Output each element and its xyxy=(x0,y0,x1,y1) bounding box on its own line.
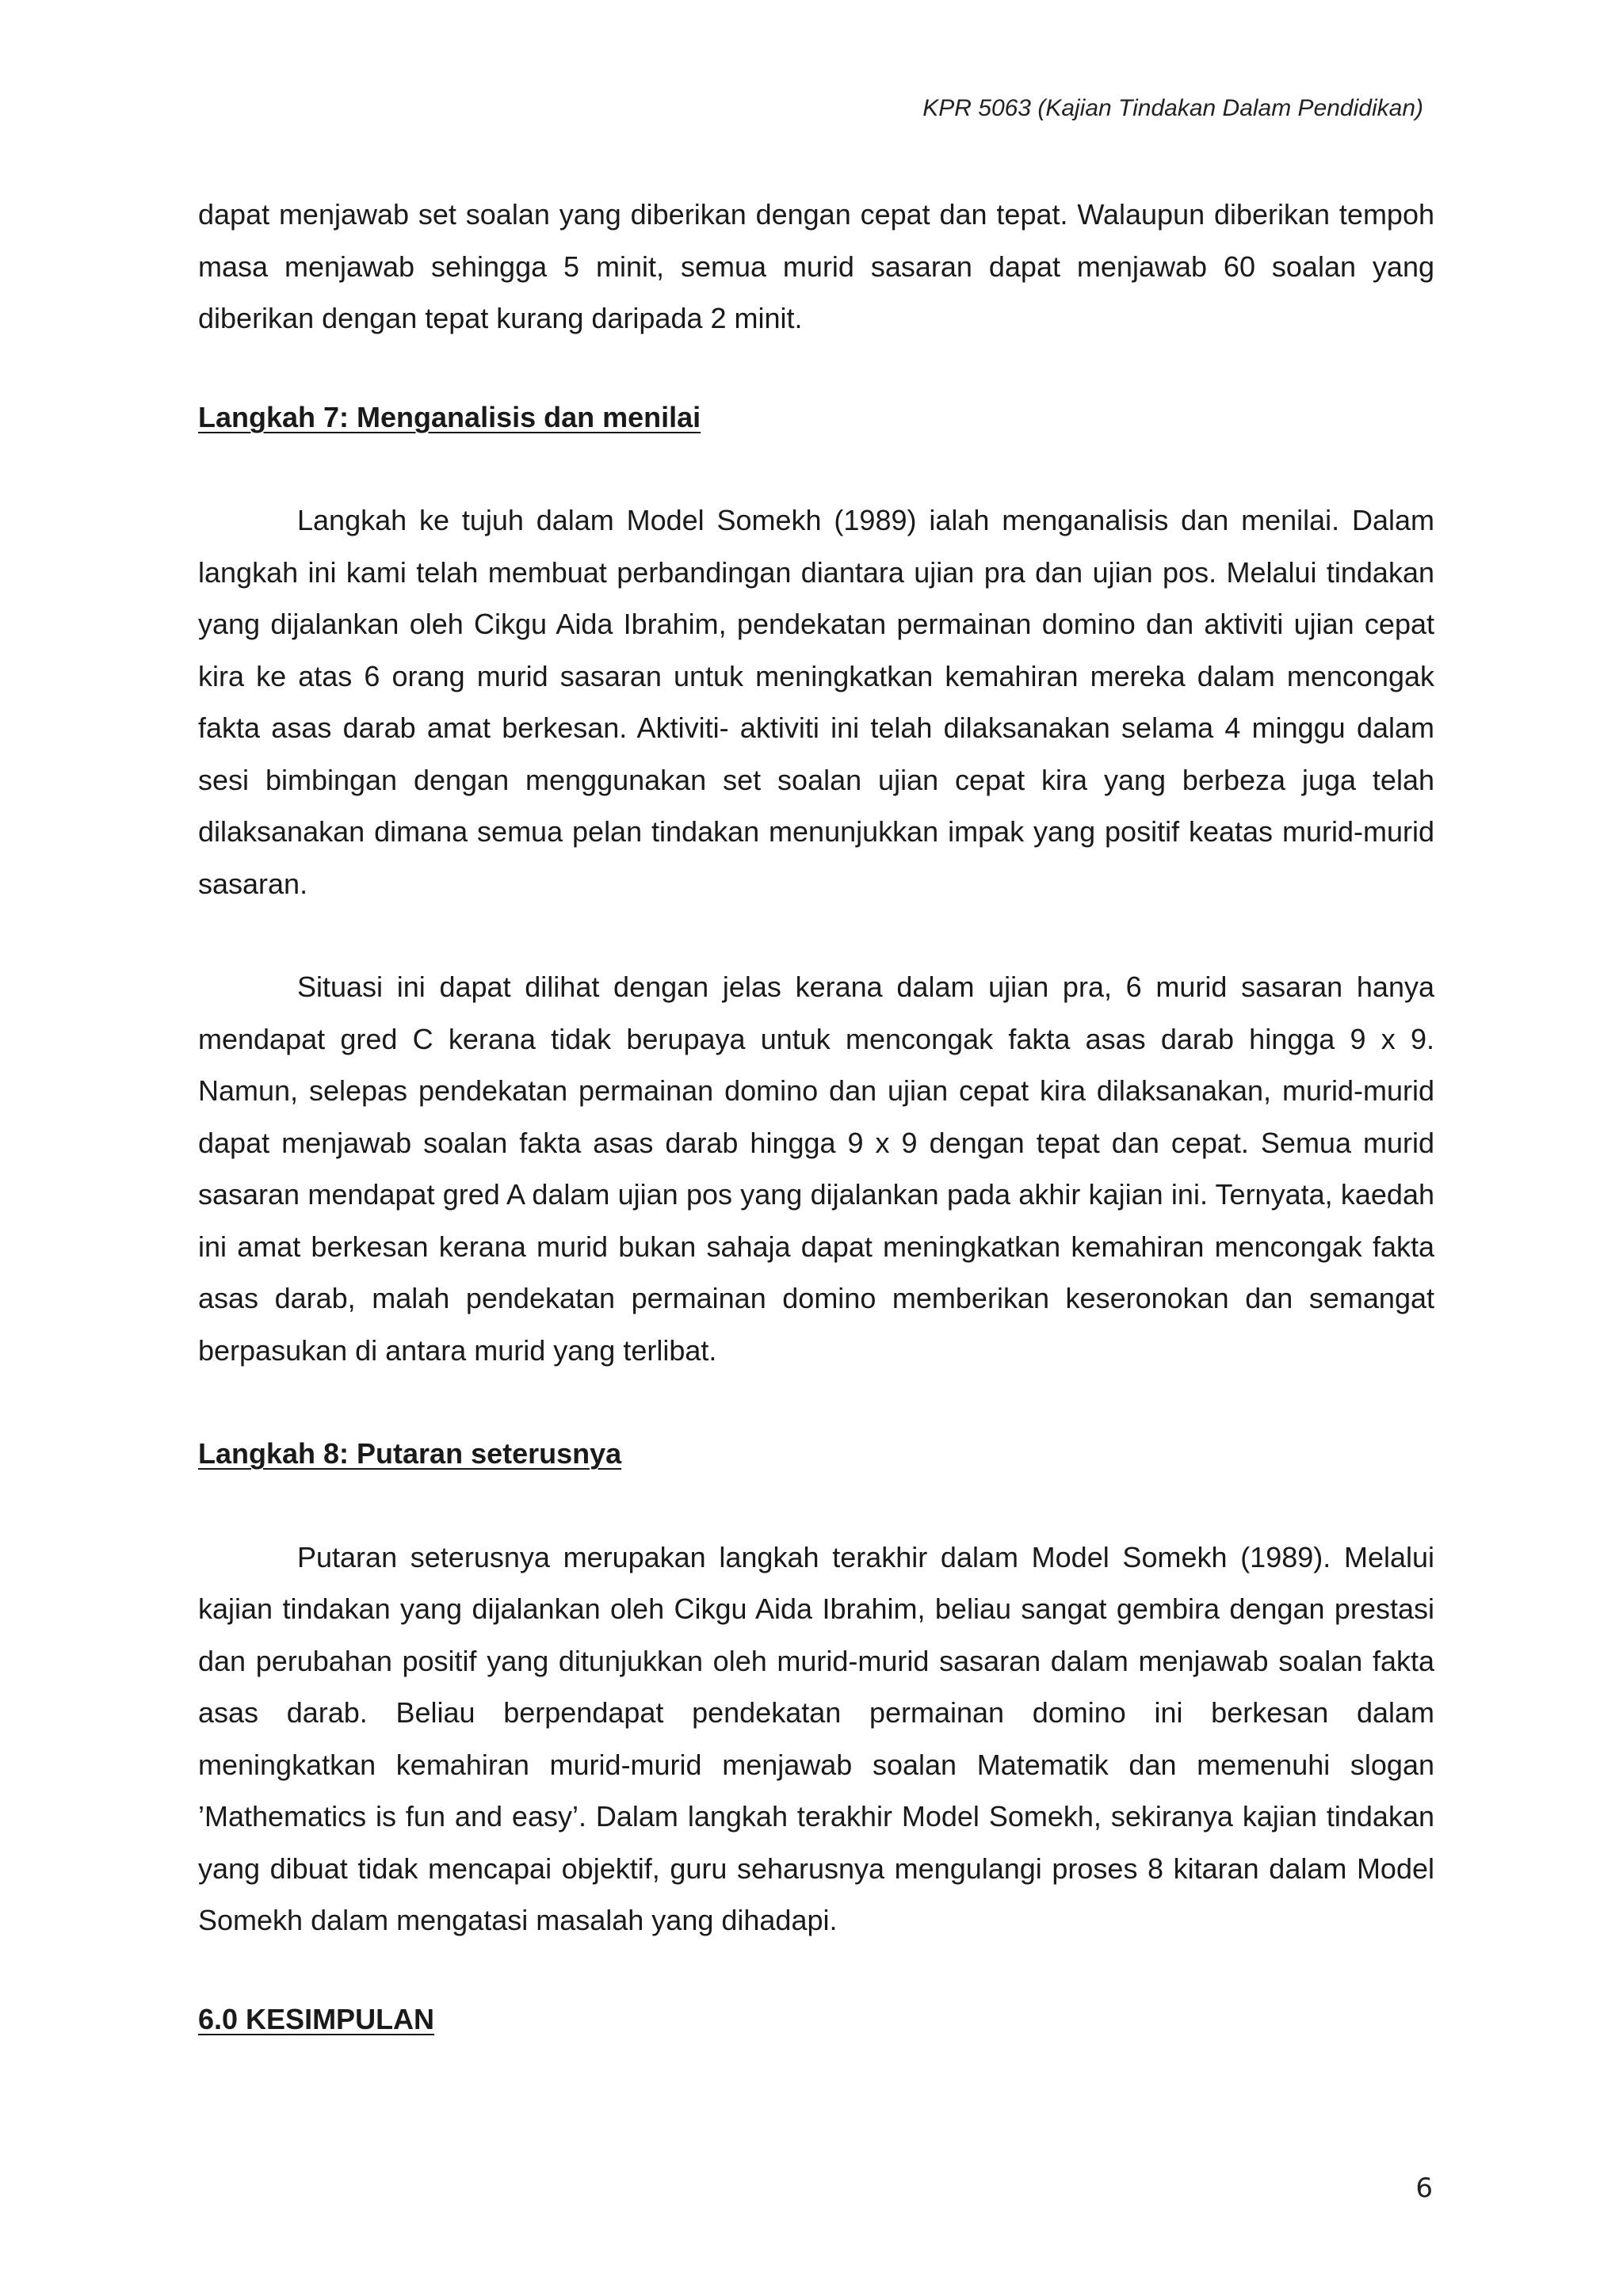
spacer xyxy=(198,345,1434,391)
paragraph-langkah-8: Putaran seterusnya merupakan langkah terakhir dalam Model Somekh (1989). Melalui kajian tindakan yang dijalankan oleh Cikgu Aida Ibrahim, beliau sangat gembira dengan prestasi dan perubahan positif yang ditunjukkan oleh murid-murid sasaran dalam menjawab soalan fakta asas darab. Beliau berpendapat pendekatan permainan domino ini berkesan dalam meningkatkan kemahiran murid-murid menjawab soalan Matematik dan memenuhi slogan ’Mathematics is fun and easy’. Dalam langkah terakhir Model Somekh, sekiranya kajian tindakan yang dibuat tidak mencapai objektif, guru seharusnya mengulangi proses 8 kitaran dalam Model Somekh dalam mengatasi masalah yang dihadapi. xyxy=(198,1540,1434,1936)
spacer xyxy=(198,1480,1434,1531)
heading-langkah-8: Langkah 8: Putaran seterusnya xyxy=(198,1437,622,1470)
paragraph-langkah-7-a: Langkah ke tujuh dalam Model Somekh (1989) ialah menganalisis dan menilai. Dalam langkah ini kami telah membuat perbandingan diantara ujian pra dan ujian pos. Melalui tindakan yang dijalankan oleh Cikgu Aida Ibrahim, pendekatan permainan domino dan aktiviti ujian cepat kira ke atas 6 orang murid sasaran untuk meningkatkan kemahiran mereka dalam mencongak fakta asas darab amat berkesan. Aktiviti- aktiviti ini telah dilaksanakan selama 4 minggu dalam sesi bimbingan dengan menggunakan set soalan ujian cepat kira yang berbeza juga telah dilaksanakan dimana semua pelan tindakan menunjukkan impak yang positif keatas murid-murid sasaran. xyxy=(198,504,1434,900)
paragraph-intro: dapat menjawab set soalan yang diberikan dengan cepat dan tepat. Walaupun diberikan tempoh masa menjawab sehingga 5 minit, semua murid sasaran dapat menjawab 60 soalan yang diberikan dengan tepat kurang daripada 2 minit. xyxy=(198,198,1434,334)
spacer xyxy=(198,910,1434,961)
page-number: 6 xyxy=(1415,2172,1433,2204)
document-body xyxy=(198,189,1434,2045)
spacer xyxy=(198,1947,1434,1993)
paragraph-langkah-7-b: Situasi ini dapat dilihat dengan jelas kerana dalam ujian pra, 6 murid sasaran hanya mendapat gred C kerana tidak berupaya untuk mencongak fakta asas darab hingga 9 x 9. Namun, selepas pendekatan permainan domino dan ujian cepat kira dilaksanakan, murid-murid dapat menjawab soalan fakta asas darab hingga 9 x 9 dengan tepat dan cepat. Semua murid sasaran mendapat gred A dalam ujian pos yang dijalankan pada akhir kajian ini. Ternyata, kaedah ini amat berkesan kerana murid bukan sahaja dapat meningkatkan kemahiran mencongak fakta asas darab, malah pendekatan permainan domino memberikan keseronokan dan semangat berpasukan di antara murid yang terlibat. xyxy=(198,971,1434,1367)
heading-langkah-7: Langkah 7: Menganalisis dan menilai xyxy=(198,400,701,433)
spacer xyxy=(198,1376,1434,1428)
spacer xyxy=(198,443,1434,494)
running-header: KPR 5063 (Kajian Tindakan Dalam Pendidikan) xyxy=(922,95,1423,121)
heading-kesimpulan: 6.0 KESIMPULAN xyxy=(198,2002,435,2035)
